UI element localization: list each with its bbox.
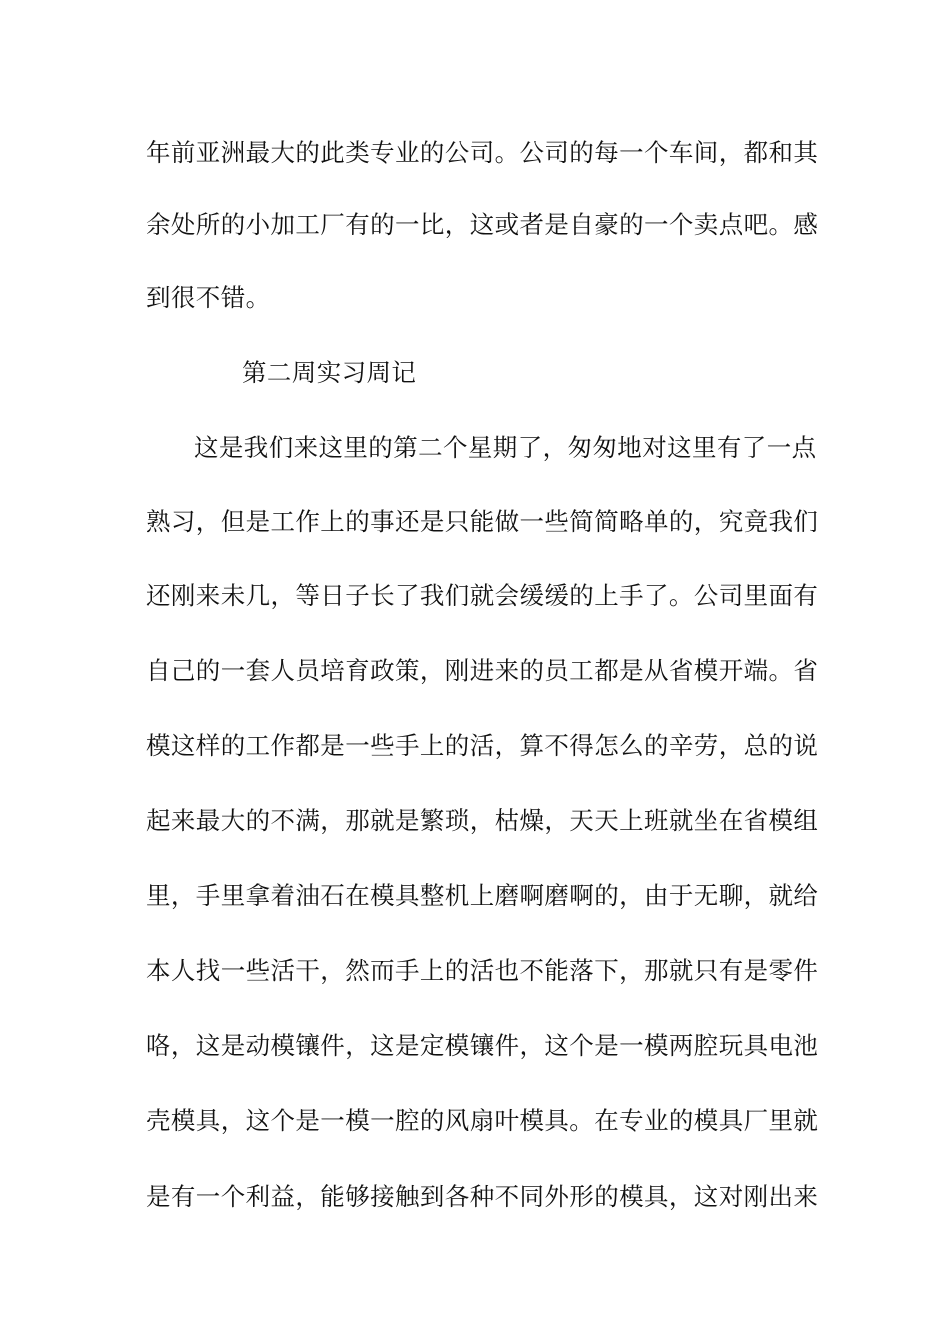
- paragraph-1-line-2: 余处所的小加工厂有的一比，这或者是自豪的一个卖点吧。感: [146, 210, 819, 239]
- paragraph-2-line-10: 壳模具，这个是一模一腔的风扇叶模具。在专业的模具厂里就: [146, 1106, 819, 1135]
- paragraph-2-line-9: 咯，这是动模镶件，这是定模镶件，这个是一模两腔玩具电池: [146, 1031, 819, 1060]
- paragraph-1-line-3: 到很不错。: [146, 283, 271, 312]
- paragraph-1-line-1: 年前亚洲最大的此类专业的公司。公司的每一个车间，都和其: [146, 138, 819, 167]
- paragraph-2-line-7: 里，手里拿着油石在模具整机上磨啊磨啊的，由于无聊，就给: [146, 881, 819, 910]
- paragraph-2-line-4: 自己的一套人员培育政策，刚进来的员工都是从省模开端。省: [146, 656, 819, 685]
- paragraph-2-line-2: 熟习，但是工作上的事还是只能做一些简简略单的，究竟我们: [146, 507, 819, 536]
- section-title: 第二周实习周记: [242, 358, 417, 387]
- paragraph-2-line-6: 起来最大的不满，那就是繁琐，枯燥，天天上班就坐在省模组: [146, 806, 819, 835]
- paragraph-2-line-3: 还刚来未几，等日子长了我们就会缓缓的上手了。公司里面有: [146, 581, 819, 610]
- paragraph-2-line-11: 是有一个利益，能够接触到各种不同外形的模具，这对刚出来: [146, 1182, 819, 1211]
- paragraph-2-line-1: 这是我们来这里的第二个星期了，匆匆地对这里有了一点: [194, 433, 817, 462]
- paragraph-2-line-5: 模这样的工作都是一些手上的活，算不得怎么的辛劳，总的说: [146, 731, 819, 760]
- paragraph-2-line-8: 本人找一些活干，然而手上的活也不能落下，那就只有是零件: [146, 956, 819, 985]
